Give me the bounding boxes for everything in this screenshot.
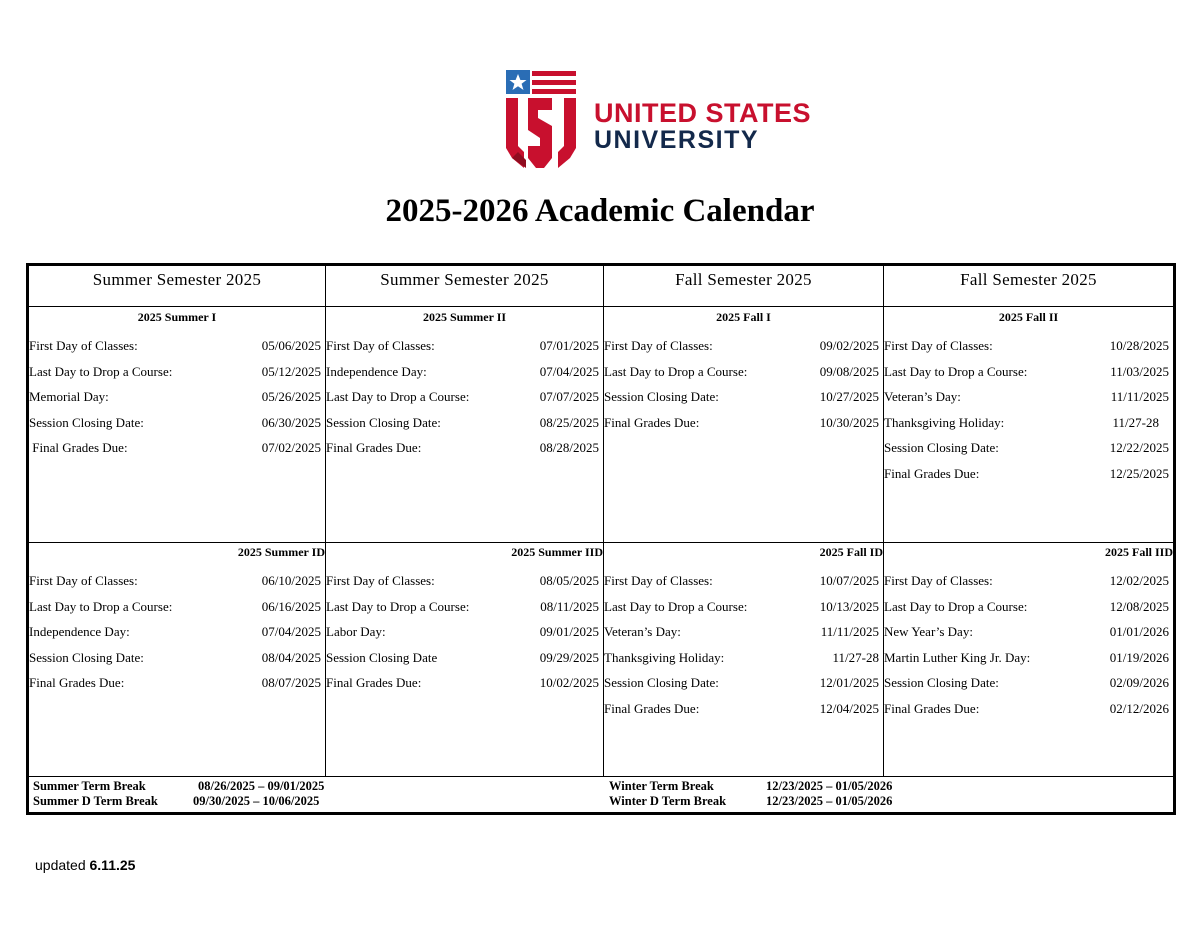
date-value: 08/07/2025	[261, 675, 321, 690]
date-value: 09/02/2025	[819, 338, 879, 353]
date-row	[326, 364, 603, 390]
date-value: 10/02/2025	[539, 675, 599, 690]
date-value: 11/11/2025	[1110, 389, 1169, 404]
date-row	[884, 440, 1173, 466]
date-value: 08/28/2025	[539, 440, 599, 455]
date-label: Labor Day:	[326, 624, 386, 639]
session-heading: 2025 Fall IID	[1104, 545, 1173, 559]
updated-prefix: updated	[35, 857, 86, 873]
date-label: Final Grades Due:	[884, 700, 980, 716]
date-value: 12/04/2025	[819, 700, 879, 716]
date-value: 09/01/2025	[539, 624, 599, 639]
date-value: 08/25/2025	[539, 414, 599, 430]
date-value: 12/22/2025	[1109, 440, 1169, 455]
date-row	[884, 624, 1173, 650]
date-value: 07/02/2025	[261, 440, 321, 455]
date-row	[604, 624, 883, 650]
date-row	[604, 599, 883, 625]
date-label: Veteran’s Day:	[604, 624, 681, 639]
date-label: Independence Day:	[29, 624, 130, 639]
date-row	[326, 573, 603, 599]
date-value: 11/27-28	[1112, 414, 1159, 430]
session-dates	[604, 338, 883, 440]
date-value: 12/25/2025	[1109, 465, 1169, 481]
date-label: Session Closing Date:	[29, 414, 144, 430]
date-label: First Day of Classes:	[326, 338, 435, 353]
term-breaks	[29, 776, 1173, 812]
date-label: First Day of Classes:	[29, 573, 138, 588]
date-row	[604, 701, 883, 727]
session-heading: 2025 Summer IID	[511, 545, 603, 559]
semester-heading: Fall Semester 2025	[960, 270, 1097, 289]
date-label: Final Grades Due:	[884, 465, 980, 481]
date-row	[604, 364, 883, 390]
date-row	[326, 415, 603, 441]
date-value: 05/06/2025	[261, 338, 321, 353]
date-row	[326, 389, 603, 415]
updated-date: 6.11.25	[89, 857, 136, 873]
date-label: Session Closing Date:	[884, 440, 999, 455]
semester-heading: Summer Semester 2025	[92, 270, 262, 289]
date-row	[326, 624, 603, 650]
date-row	[604, 650, 883, 676]
date-value: 05/26/2025	[261, 389, 321, 404]
date-label: First Day of Classes:	[604, 573, 713, 588]
date-value: 07/07/2025	[539, 389, 599, 404]
date-row	[29, 415, 325, 441]
date-value: 12/02/2025	[1109, 573, 1169, 588]
date-label: Final Grades Due:	[326, 440, 422, 455]
date-value: 10/27/2025	[819, 389, 879, 404]
date-row	[884, 338, 1173, 364]
date-row	[604, 338, 883, 364]
date-label: Final Grades Due:	[604, 700, 700, 716]
date-label: Final Grades Due:	[29, 440, 128, 455]
date-row	[29, 338, 325, 364]
date-row	[604, 389, 883, 415]
date-row	[29, 573, 325, 599]
date-label: New Year’s Day:	[884, 624, 973, 639]
date-row	[884, 701, 1173, 727]
date-row	[29, 599, 325, 625]
winter-term-break	[609, 779, 893, 794]
session-dates	[29, 338, 325, 466]
winter-d-term-break	[609, 794, 893, 809]
date-row	[884, 650, 1173, 676]
usu-monogram-icon	[504, 68, 584, 173]
date-row	[29, 624, 325, 650]
date-value: 08/11/2025	[540, 598, 599, 614]
date-value: 10/07/2025	[819, 573, 879, 588]
date-label: Final Grades Due:	[29, 675, 125, 690]
date-value: 09/08/2025	[819, 363, 879, 379]
session-dates	[29, 573, 325, 701]
session-dates	[326, 573, 603, 701]
calendar-table	[26, 263, 1176, 815]
date-value: 11/11/2025	[820, 624, 879, 639]
date-row	[884, 599, 1173, 625]
date-row	[884, 389, 1173, 415]
date-row	[884, 364, 1173, 390]
session-dates	[884, 573, 1173, 726]
date-value: 06/16/2025	[261, 598, 321, 614]
date-value: 01/19/2026	[1109, 649, 1169, 665]
date-label: Thanksgiving Holiday:	[604, 649, 725, 665]
date-label: Martin Luther King Jr. Day:	[884, 649, 1031, 665]
date-label: First Day of Classes:	[29, 338, 138, 353]
break-label: Summer D Term Break	[33, 794, 158, 808]
session-heading: 2025 Summer I	[137, 310, 217, 324]
date-label: Last Day to Drop a Course:	[326, 389, 470, 404]
date-label: Session Closing Date:	[604, 389, 719, 404]
summer-term-break	[33, 779, 325, 794]
date-label: Session Closing Date:	[884, 675, 999, 690]
date-label: Last Day to Drop a Course:	[884, 598, 1028, 614]
date-label: Last Day to Drop a Course:	[884, 363, 1028, 379]
break-dates: 08/26/2025 – 09/01/2025	[198, 779, 325, 793]
date-label: Session Closing Date:	[29, 649, 144, 665]
date-value: 10/30/2025	[819, 414, 879, 430]
break-label: Winter D Term Break	[609, 794, 727, 808]
break-dates: 12/23/2025 – 01/05/2026	[766, 794, 893, 808]
break-label: Summer Term Break	[33, 779, 146, 793]
date-value: 06/30/2025	[261, 414, 321, 430]
date-label: Session Closing Date:	[326, 414, 441, 430]
summer-d-term-break	[33, 794, 320, 809]
session-heading: 2025 Summer ID	[237, 545, 325, 559]
date-value: 07/01/2025	[539, 338, 599, 353]
date-value: 08/05/2025	[539, 573, 599, 588]
date-label: Memorial Day:	[29, 389, 109, 404]
date-label: First Day of Classes:	[326, 573, 435, 588]
divider	[29, 542, 1173, 543]
date-row	[884, 573, 1173, 599]
updated-note	[35, 857, 135, 873]
date-value: 05/12/2025	[261, 363, 321, 379]
date-label: Last Day to Drop a Course:	[29, 363, 173, 379]
date-row	[326, 675, 603, 701]
date-value: 11/27-28	[832, 649, 879, 665]
date-value: 08/04/2025	[261, 649, 321, 665]
date-value: 02/12/2026	[1109, 700, 1169, 716]
date-row	[326, 599, 603, 625]
session-heading: 2025 Fall II	[998, 310, 1059, 324]
page-title: 2025-2026 Academic Calendar	[385, 193, 815, 229]
date-value: 09/29/2025	[539, 649, 599, 665]
session-dates	[884, 338, 1173, 491]
date-label: Last Day to Drop a Course:	[604, 363, 748, 379]
break-dates: 12/23/2025 – 01/05/2026	[766, 779, 893, 793]
divider	[29, 306, 1173, 307]
date-label: Session Closing Date	[326, 649, 438, 665]
date-row	[326, 338, 603, 364]
date-row	[326, 650, 603, 676]
date-label: Independence Day:	[326, 363, 427, 379]
date-row	[29, 389, 325, 415]
date-label: First Day of Classes:	[884, 573, 993, 588]
session-dates	[326, 338, 603, 466]
date-row	[29, 650, 325, 676]
logo-text-united-states: UNITED STATES	[594, 98, 812, 128]
date-label: Final Grades Due:	[326, 675, 422, 690]
date-value: 11/03/2025	[1110, 363, 1169, 379]
date-row	[326, 440, 603, 466]
break-dates: 09/30/2025 – 10/06/2025	[193, 794, 320, 808]
date-row	[29, 364, 325, 390]
date-row	[884, 415, 1173, 441]
date-row	[604, 573, 883, 599]
date-value: 10/28/2025	[1109, 338, 1169, 353]
session-dates	[604, 573, 883, 726]
date-value: 12/01/2025	[819, 675, 879, 690]
date-label: First Day of Classes:	[604, 338, 713, 353]
date-value: 07/04/2025	[539, 363, 599, 379]
semester-heading: Summer Semester 2025	[380, 270, 549, 289]
date-label: Last Day to Drop a Course:	[604, 598, 748, 614]
date-label: First Day of Classes:	[884, 338, 993, 353]
logo-text-university: UNIVERSITY	[594, 126, 760, 154]
break-label: Winter Term Break	[609, 779, 714, 793]
date-row	[604, 415, 883, 441]
date-label: Veteran’s Day:	[884, 389, 961, 404]
date-row	[884, 466, 1173, 492]
date-value: 10/13/2025	[819, 598, 879, 614]
date-row	[884, 675, 1173, 701]
session-heading: 2025 Summer II	[422, 310, 507, 324]
session-heading: 2025 Fall I	[716, 310, 771, 324]
session-heading: 2025 Fall ID	[819, 545, 883, 559]
date-value: 06/10/2025	[261, 573, 321, 588]
date-label: Session Closing Date:	[604, 675, 719, 690]
date-value: 12/08/2025	[1109, 598, 1169, 614]
university-logo	[504, 68, 812, 173]
date-row	[604, 675, 883, 701]
date-row	[29, 440, 325, 466]
date-row	[29, 675, 325, 701]
date-value: 01/01/2026	[1109, 624, 1169, 639]
date-label: Final Grades Due:	[604, 414, 700, 430]
date-label: Last Day to Drop a Course:	[326, 598, 470, 614]
date-value: 07/04/2025	[261, 624, 321, 639]
semester-heading: Fall Semester 2025	[675, 270, 812, 289]
date-label: Last Day to Drop a Course:	[29, 598, 173, 614]
date-label: Thanksgiving Holiday:	[884, 414, 1005, 430]
date-value: 02/09/2026	[1109, 675, 1169, 690]
